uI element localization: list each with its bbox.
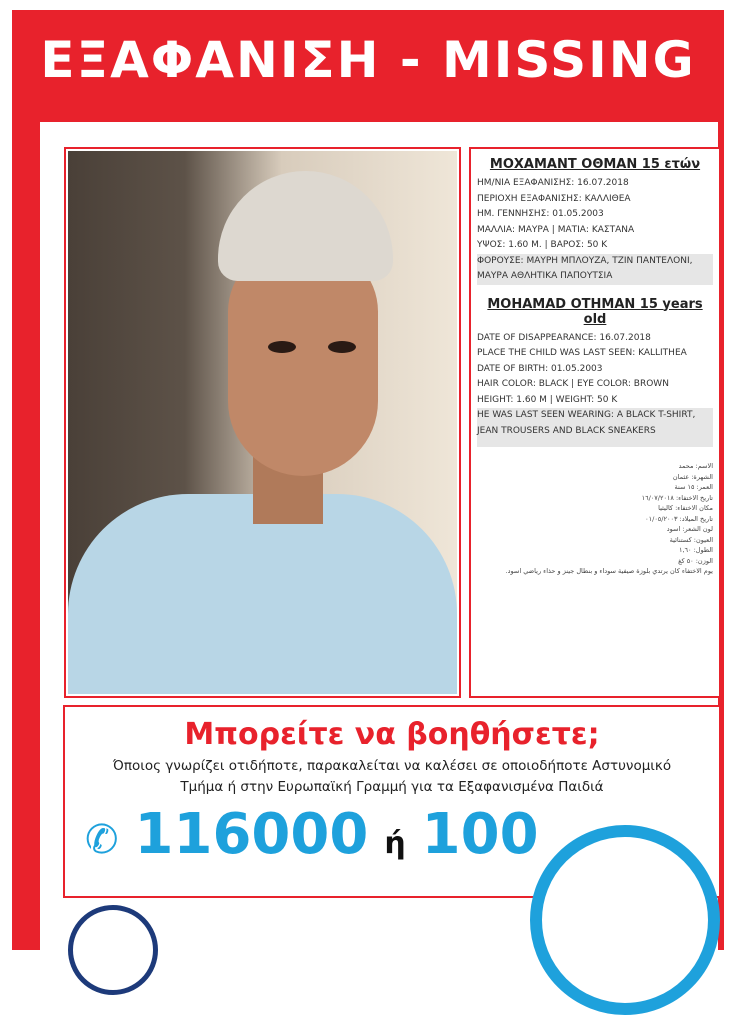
english-info-line: PLACE THE CHILD WAS LAST SEEN: KALLITHEA [477,348,687,358]
poster-title: ΕΞΑΦΑΝΙΣΗ - MISSING [40,31,696,89]
arabic-line: الطول: ١,٦٠ [678,546,713,554]
english-info-line: DATE OF BIRTH: 01.05.2003 [477,363,603,374]
greek-info-line: ΜΑΛΛΙΑ: ΜΑΥΡΑ | ΜΑΤΙΑ: ΚΑΣΤΑΝΑ [477,224,635,235]
arabic-line: العمر: ١٥ سنة [674,483,713,491]
arabic-line: لون الشعر: اسود [666,525,713,533]
arabic-line: الشهرة: عثمان [672,472,713,481]
phone-icon: ✆ [85,817,119,863]
english-name: MOHAMAD OTHMAN 15 years old [487,296,703,327]
or-text: ή [384,826,406,861]
greek-info-line: ΗΜ/ΝΙΑ ΕΞΑΦΑΝΙΣΗΣ: 16.07.2018 [477,178,629,188]
info-panel [469,147,721,698]
english-info-line: HEIGHT: 1.60 M | WEIGHT: 50 K [477,394,618,405]
arabic-info [477,461,713,577]
arabic-line: مكان الاختفاء: كاليثيا [658,504,713,512]
arabic-line: يوم الاختفاء كان يرتدي بلوزة صيفية سوداء و بنطال جينز و حذاء رياضي اسود. [505,567,713,575]
greek-info-line: ΗΜ. ΓΕΝΝΗΣΗΣ: 01.05.2003 [477,209,604,219]
arabic-line: تاريخ الاختفاء: ١٦/٠٧/٢٠١٨ [641,493,713,502]
help-text: Όποιος γνωρίζει οτιδήποτε, παρακαλείται να καλέσει σε οποιοδήποτε Αστυνομικό [112,758,672,774]
help-heading: Μπορείτε να βοηθήσετε; [184,717,600,752]
missing-person-photo [64,147,461,698]
police-logo [68,905,158,995]
arabic-line: الوزن: ٥٠ كغ [678,556,713,565]
greek-name: ΜΟΧΑΜΑΝΤ ΟΘΜΑΝ 15 ετών [489,157,701,172]
greek-info-line: ΥΨΟΣ: 1.60 Μ. | ΒΑΡΟΣ: 50 Κ [477,240,608,250]
english-info-line: DATE OF DISAPPEARANCE: 16.07.2018 [477,332,651,343]
police-number[interactable]: 100 [421,802,539,867]
smile-of-the-child-logo [530,825,720,1015]
hotline-number[interactable]: 116000 [134,802,369,867]
arabic-line: تاريخ الميلاد: ٠١/٠٥/٢٠٠٣ [645,514,713,523]
arabic-line: الاسم: محمد [678,462,713,470]
greek-info-line: ΠΕΡΙΟΧΗ ΕΞΑΦΑΝΙΣΗΣ: ΚΑΛΛΙΘΕΑ [477,193,631,204]
english-clothing: HE WAS LAST SEEN WEARING: A BLACK T-SHIRT, JEAN TROUSERS AND BLACK SNEAKERS [477,408,713,447]
english-info-line: HAIR COLOR: BLACK | EYE COLOR: BROWN [477,379,669,389]
arabic-line: العيون: كستنائية [669,535,713,544]
greek-clothing: ΦΟΡΟΥΣΕ: ΜΑΥΡΗ ΜΠΛΟΥΖΑ, ΤΖΙΝ ΠΑΝΤΕΛΟΝΙ, ΜΑΥΡΑ ΑΘΛΗΤΙΚΑ ΠΑΠΟΥΤΣΙΑ [477,254,713,285]
help-text: Τμήμα ή στην Ευρωπαϊκή Γραμμή για τα Εξαφανισμένα Παιδιά [180,779,604,795]
